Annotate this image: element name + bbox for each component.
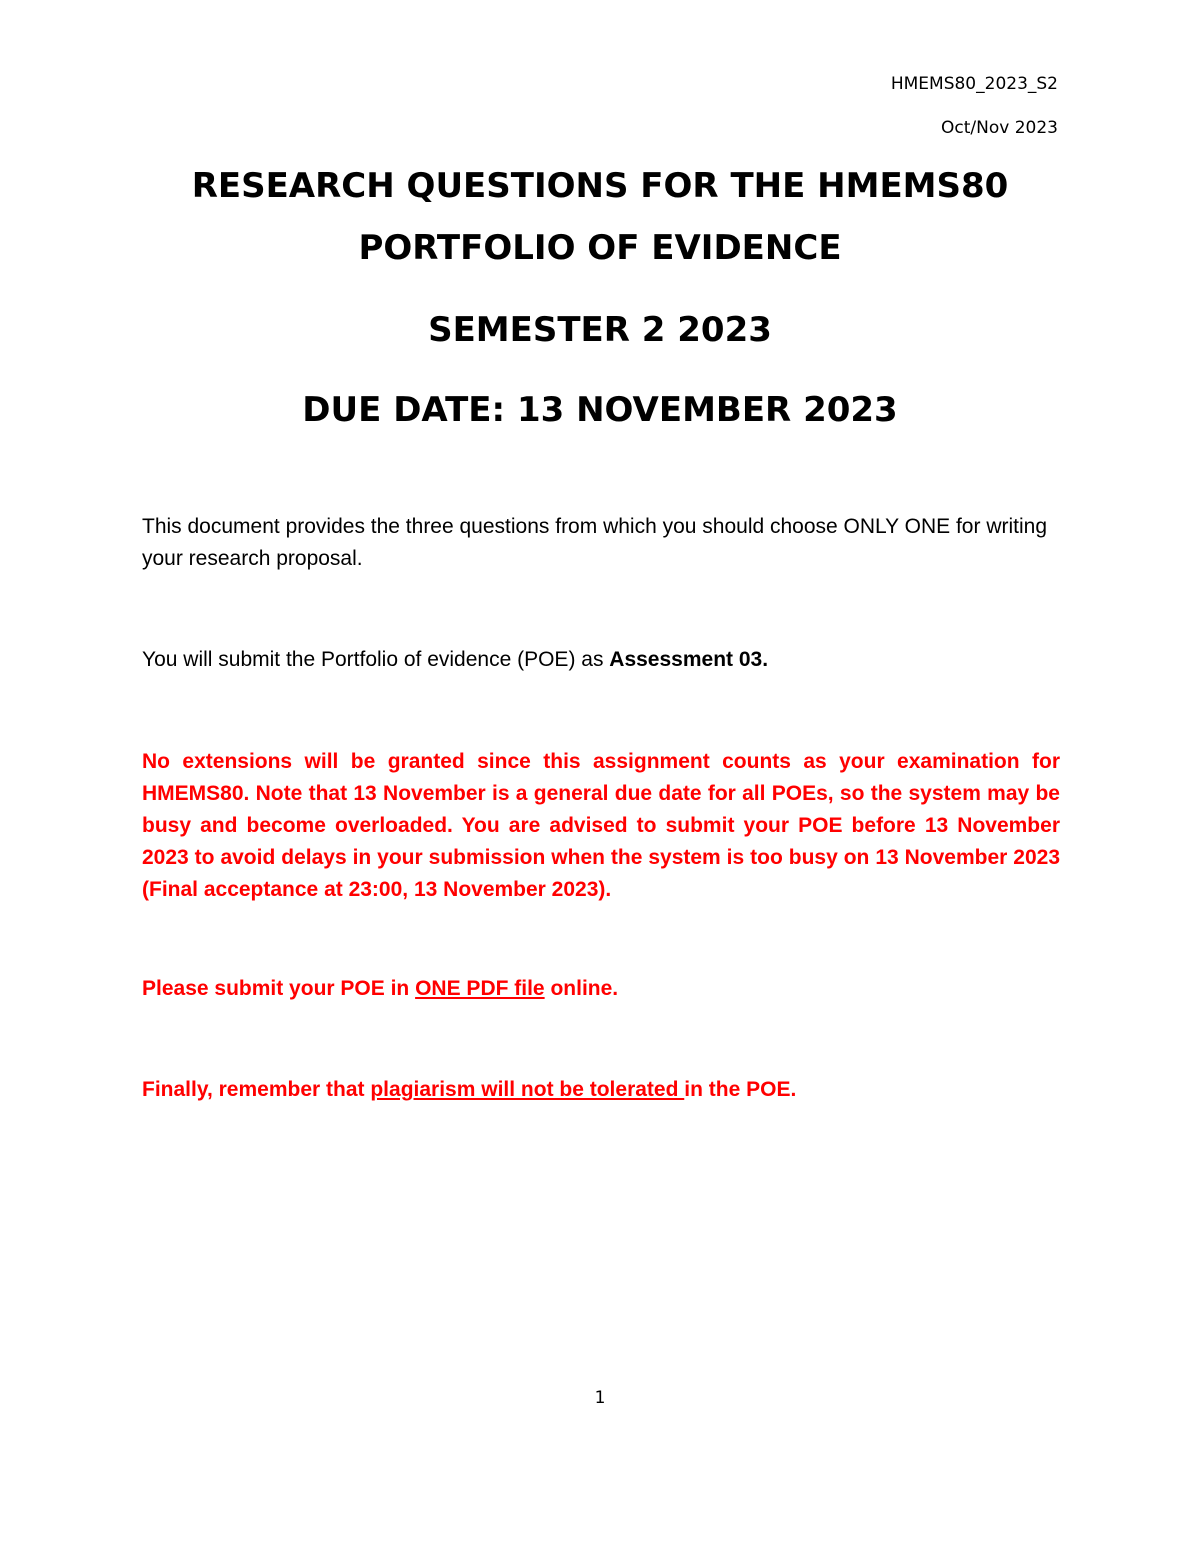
plagiarism-prefix: Finally, remember that bbox=[142, 1078, 371, 1101]
plagiarism-emphasis: plagiarism will not be tolerated bbox=[370, 1078, 685, 1101]
title-line-2: PORTFOLIO OF EVIDENCE bbox=[358, 228, 842, 268]
pdf-instruction-emphasis: ONE PDF file bbox=[415, 977, 545, 1000]
plagiarism-suffix: in the POE. bbox=[684, 1078, 797, 1101]
warning-paragraph: No extensions will be granted since this assignment counts as your examination for HMEMS80. Note that 13 November is a general due date for all POEs, so the system may be busy and become overloaded. You are advised to submit your POE before 13 November 2023 to avoid delays in your submission when the system is too busy on 13 November 2023 (Final acceptance at 23:00, 13 November 2023). bbox=[142, 750, 1060, 901]
plagiarism-paragraph bbox=[142, 1074, 1060, 1106]
submission-paragraph bbox=[142, 644, 1060, 676]
header-date: Oct/Nov 2023 bbox=[941, 118, 1058, 138]
page-number: 1 bbox=[594, 1388, 606, 1408]
pdf-instruction-prefix: Please submit your POE in bbox=[142, 977, 416, 1000]
pdf-instruction-paragraph bbox=[142, 973, 1060, 1005]
title-line-1: RESEARCH QUESTIONS FOR THE HMEMS80 bbox=[191, 166, 1009, 206]
assessment-label: Assessment 03. bbox=[609, 648, 769, 671]
header-course-code: HMEMS80_2023_S2 bbox=[890, 74, 1058, 94]
intro-paragraph: This document provides the three questions from which you should choose ONLY ONE for writing your research proposal. bbox=[142, 515, 1047, 570]
title-due-date: DUE DATE: 13 NOVEMBER 2023 bbox=[302, 390, 898, 430]
pdf-instruction-suffix: online. bbox=[544, 977, 619, 1000]
title-semester: SEMESTER 2 2023 bbox=[428, 310, 772, 350]
submission-text: You will submit the Portfolio of evidence (POE) as bbox=[142, 648, 610, 671]
